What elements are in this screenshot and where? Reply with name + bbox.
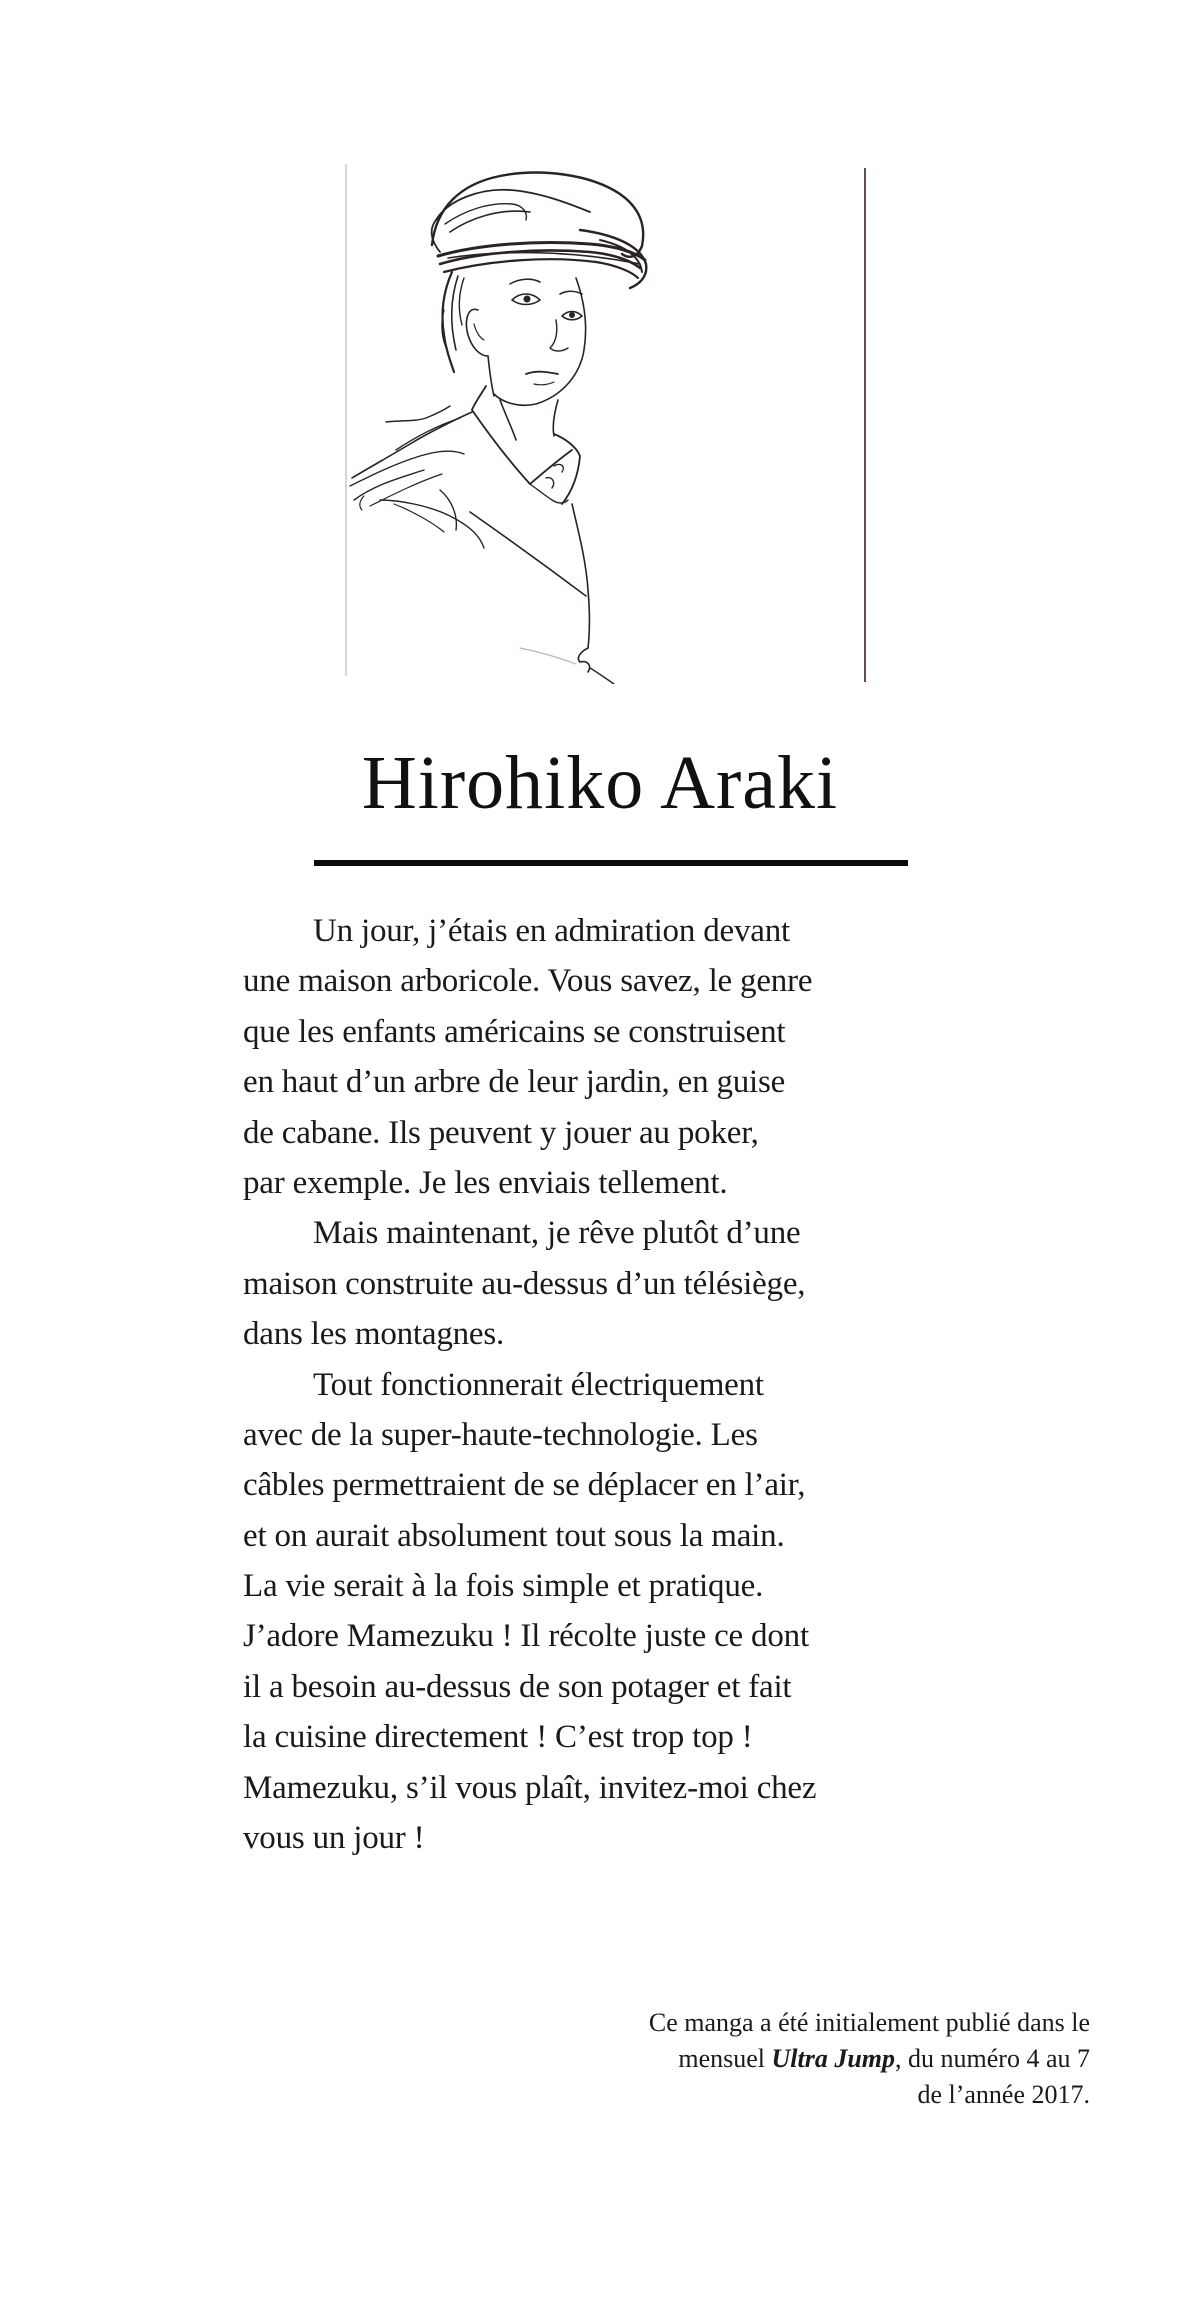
comment-line: J’adore Mamezuku ! Il récolte juste ce dont (243, 1618, 809, 1655)
publication-note-text: , du numéro 4 au 7 (895, 2044, 1090, 2073)
comment-line: dans les montagnes. (243, 1316, 505, 1353)
magazine-title: Ultra Jump (771, 2044, 896, 2073)
comment-line: avec de la super-haute-technologie. Les (243, 1416, 758, 1453)
publication-note-text: mensuel (678, 2044, 772, 2073)
comment-line: une maison arboricole. Vous savez, le genre (243, 963, 813, 1000)
publication-note-line: Ce manga a été initialement publié dans le (648, 2008, 1090, 2037)
comment-line: La vie serait à la fois simple et pratique. (243, 1568, 764, 1605)
publication-note-line: de l’année 2017. (917, 2080, 1090, 2109)
author-comment (243, 906, 1003, 1863)
comment-line: Mamezuku, s’il vous plaît, invitez-moi chez (243, 1769, 817, 1806)
comment-line: il a besoin au-dessus de son potager et fait (243, 1668, 792, 1705)
comment-line: par exemple. Je les enviais tellement. (243, 1164, 728, 1201)
comment-line: Un jour, j’étais en admiration devant (313, 913, 790, 949)
comment-line: maison construite au-dessus d’un télésiège, (243, 1265, 806, 1302)
comment-line: de cabane. Ils peuvent y jouer au poker, (243, 1114, 759, 1151)
comment-line: que les enfants américains se construisent (243, 1013, 786, 1050)
publication-note-line (490, 2041, 1090, 2077)
comment-line: vous un jour ! (243, 1820, 425, 1857)
comment-line: et on aurait absolument tout sous la main. (243, 1517, 785, 1554)
comment-line: Mais maintenant, je rêve plutôt d’une (313, 1215, 801, 1252)
comment-line: câbles permettraient de se déplacer en l’air, (243, 1467, 806, 1504)
comment-line: Tout fonctionnerait électriquement (313, 1366, 764, 1403)
title-underline-divider (314, 860, 908, 866)
author-portrait-sketch (340, 160, 868, 684)
publication-note (490, 2005, 1090, 2113)
comment-line: la cuisine directement ! C’est trop top ! (243, 1719, 753, 1756)
portrait-illustration (340, 160, 868, 684)
comment-line: en haut d’un arbre de leur jardin, en guise (243, 1064, 786, 1101)
author-name-heading: Hirohiko Araki (361, 741, 839, 825)
